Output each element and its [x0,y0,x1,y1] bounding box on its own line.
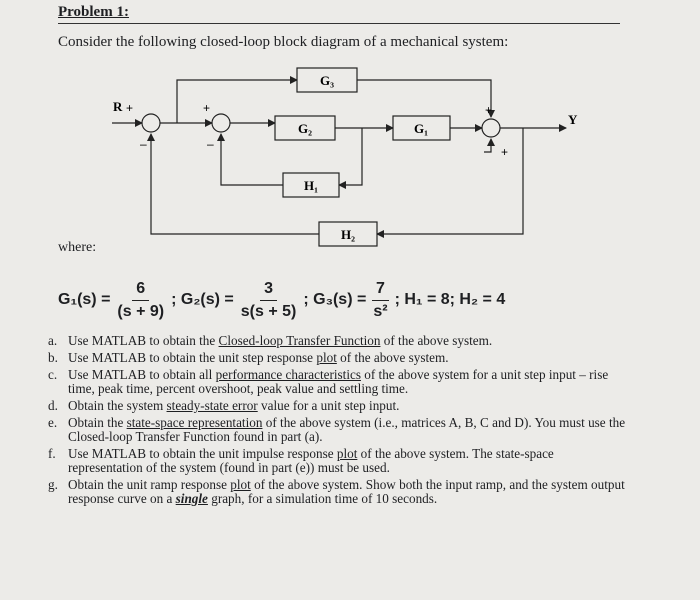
block-g2-label: G₂ [297,121,313,136]
task-text: Use MATLAB to obtain the unit impulse response plot of the above system. The state-space representation of the system (found in part (e)) must be used. [68,446,554,475]
block-g1-label: G₁ [413,121,429,136]
block-h1-label: H₁ [303,178,319,193]
g3-numerator: 7 [372,280,389,301]
task-item-a [48,334,628,348]
summing-junction-3 [482,119,500,137]
task-text: Use MATLAB to obtain the Closed-loop Transfer Function of the above system. [68,333,493,348]
summing-junction-2 [212,114,230,132]
task-text: Obtain the state-space representation of the above system (i.e., matrices A, B, C and D). You must use the Closed-loop Transfer Function found in part (a). [68,415,626,444]
task-text: Obtain the unit ramp response plot of the above system. Show both the input ramp, and the system output response curve on a single graph, for a simulation time of 10 seconds. [68,477,625,506]
task-keyword-emphasis: single [175,491,208,506]
task-item-g [48,478,628,506]
problem-intro: Consider the following closed-loop block diagram of a mechanical system: [58,34,509,50]
task-keyword: plot [230,477,251,492]
g2-lhs: ; G₂(s) = [171,291,234,308]
block-g3-label: G₃ [319,73,335,88]
h1-feedback-out [221,134,283,185]
sum3-plus-top-sign: + [485,103,493,117]
task-keyword: plot [336,446,358,461]
task-keyword: Closed-loop Transfer Function [218,333,381,348]
task-text: Use MATLAB to obtain all performance characteristics of the above system for a unit step input – rise time, peak time, percent overshoot, peak value and settling time. [68,367,609,396]
g1-numerator: 6 [132,280,149,301]
g1-fraction [113,280,168,321]
task-text: Use MATLAB to obtain the unit step response plot of the above system. [68,350,449,365]
task-text: Obtain the system steady-state error value for a unit step input. [68,398,400,413]
task-letter: a. [48,333,58,348]
task-letter: e. [48,415,58,430]
block-h2-label: H₂ [340,227,356,242]
task-letter: d. [48,398,58,413]
g1-lhs: G₁(s) = [58,291,111,308]
g3-lhs: ; G₃(s) = [303,291,367,308]
task-letter: f. [48,446,56,461]
sum1-plus-sign: + [126,101,134,115]
sum2-minus-sign: – [207,137,214,151]
g2-numerator: 3 [260,280,277,301]
where-label: where: [58,240,97,255]
problem-title: Problem 1: [58,4,129,20]
h-values: ; H₁ = 8; H₂ = 4 [394,291,506,308]
task-letter: g. [48,477,58,492]
task-list [48,334,628,509]
task-keyword: steady-state error [166,398,258,413]
summing-junction-1 [142,114,160,132]
task-keyword: performance characteristics [215,367,361,382]
g1-denominator: (s + 9) [117,302,165,320]
sum3-bottom-input [484,139,491,152]
transfer-function-definitions [58,270,505,330]
task-item-d [48,399,628,413]
g2-denominator: s(s + 5) [240,302,297,320]
task-keyword: plot [316,350,337,365]
task-letter: c. [48,367,58,382]
task-item-c [48,368,628,396]
task-item-e [48,416,628,444]
task-keyword: state-space representation [126,415,263,430]
g3-fraction [369,280,391,321]
task-item-b [48,351,628,365]
g3-denominator: s² [373,302,388,320]
task-letter: b. [48,350,58,365]
input-label: R [113,99,123,114]
task-item-f [48,447,628,475]
sum2-plus-sign: + [203,101,211,115]
block-diagram [0,0,700,260]
g2-fraction [237,280,301,321]
h1-feedback-in [339,128,362,185]
sum1-minus-sign: – [140,137,147,151]
h2-feedback-in [377,128,523,234]
g3-output-path [357,80,491,117]
output-label: Y [568,112,578,127]
sum3-plus-bottom-sign: + [501,145,509,159]
